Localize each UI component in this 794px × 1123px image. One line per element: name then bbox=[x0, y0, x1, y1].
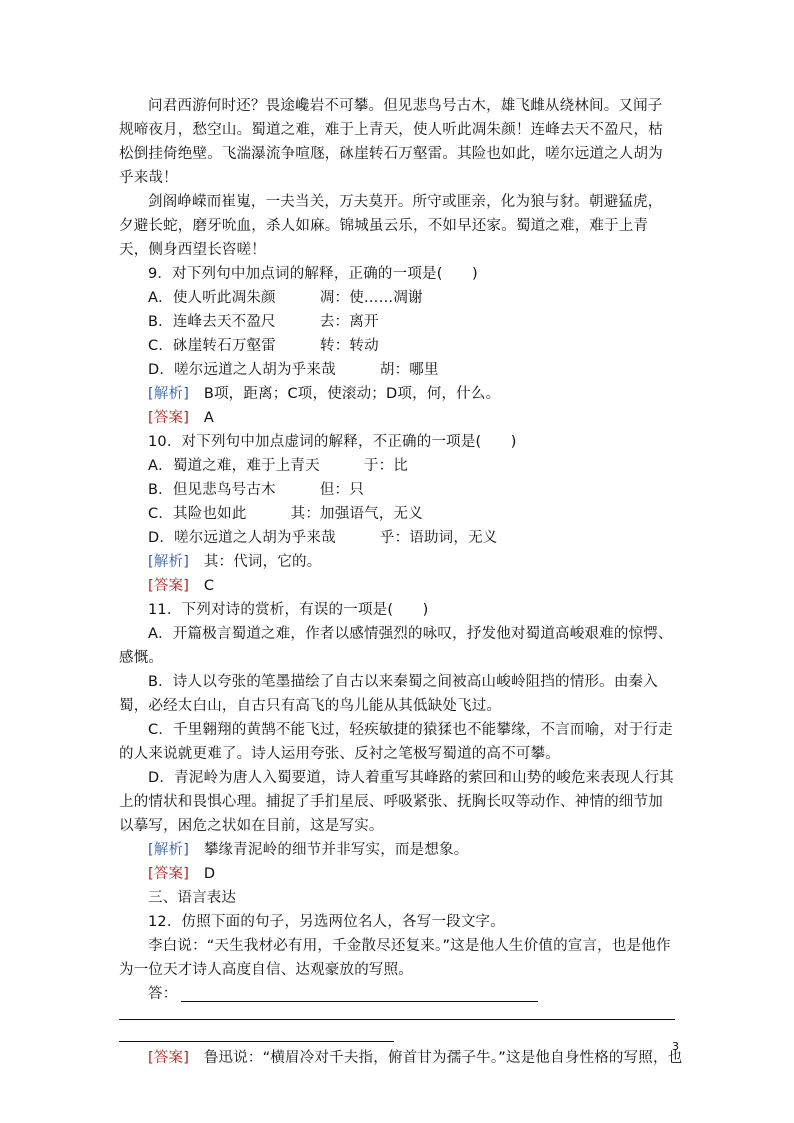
q12-answer-prompt: 答： bbox=[148, 986, 178, 1002]
q10-option-a: A．蜀道之难，难于上青天 于：比 bbox=[148, 458, 409, 474]
answer-tag: [答案] bbox=[148, 410, 190, 426]
q10-answer bbox=[119, 574, 675, 598]
q11-analysis-text: 攀缘青泥岭的细节并非写实，而是想象。 bbox=[203, 842, 469, 858]
analysis-tag: [解析] bbox=[148, 842, 190, 858]
q10-option-d: D．嗟尔远道之人胡为乎来哉 乎：语助词，无义 bbox=[148, 530, 498, 546]
q9-option-b: B．连峰去天不盈尺 去：离开 bbox=[148, 314, 379, 330]
answer-blank-line[interactable] bbox=[181, 987, 538, 1002]
q11-option-b: B．诗人以夸张的笔墨描绘了自古以来秦蜀之间被高山峻岭阻挡的情形。由秦入蜀，必经太白山，自古只有高飞的鸟儿能从其低缺处飞过。 bbox=[119, 674, 658, 714]
q9-answer bbox=[119, 406, 675, 430]
answer-tag: [答案] bbox=[148, 578, 190, 594]
answer-blank-line-short[interactable] bbox=[119, 1041, 394, 1042]
q10-analysis bbox=[119, 550, 675, 574]
q9-analysis bbox=[119, 382, 675, 406]
page-content bbox=[119, 94, 683, 1070]
q9-option-c: C．砯崖转石万壑雷 转：转动 bbox=[148, 338, 379, 354]
q10-stem: 10．对下列句中加点虚词的解释，不正确的一项是( ) bbox=[148, 434, 517, 450]
passage-paragraph-2: 剑阁峥嵘而崔嵬，一夫当关，万夫莫开。所守或匪亲，化为狼与豺。朝避猛虎，夕避长蛇，磨牙吮血，杀人如麻。锦城虽云乐，不如早还家。蜀道之难，难于上青天，侧身西望长咨嗟！ bbox=[119, 194, 663, 258]
q11-stem: 11．下列对诗的赏析，有误的一项是( ) bbox=[148, 602, 429, 618]
answer-blank-line-full[interactable] bbox=[119, 1019, 675, 1020]
q9-option-d: D．嗟尔远道之人胡为乎来哉 胡：哪里 bbox=[148, 362, 439, 378]
q10-option-b: B．但见悲鸟号古木 但：只 bbox=[148, 482, 364, 498]
q12-answer bbox=[119, 1046, 683, 1070]
q11-option-d: D．青泥岭为唐人入蜀要道，诗人着重写其峰路的萦回和山势的峻危来表现人行其上的情状和畏惧心理。捕捉了手扪星辰、呼吸紧张、抚胸长叹等动作、神情的细节加以摹写，困危之状如在目前，这是写实。 bbox=[119, 770, 674, 834]
answer-tag: [答案] bbox=[148, 866, 190, 882]
section-heading: 三、语言表达 bbox=[148, 890, 237, 906]
q12-answer-prompt-row bbox=[119, 982, 675, 1006]
q9-analysis-text: B项，距离；C项，使滚动；D项，何，什么。 bbox=[203, 386, 501, 402]
analysis-tag: [解析] bbox=[148, 554, 190, 570]
q12-answer-text: 鲁迅说：“横眉冷对千夫指，俯首甘为孺子牛。”这是他自身性格的写照，也 bbox=[203, 1050, 683, 1066]
q12-example: 李白说：“天生我材必有用，千金散尽还复来。”这是他人生价值的宣言，也是他作为一位天才诗人高度自信、达观豪放的写照。 bbox=[119, 938, 671, 978]
q9-option-a: A．使人听此凋朱颜 凋：使……凋谢 bbox=[148, 290, 423, 306]
q9-answer-text: A bbox=[203, 410, 214, 426]
q11-answer bbox=[119, 862, 675, 886]
q10-analysis-text: 其：代词，它的。 bbox=[203, 554, 322, 570]
q9-stem: 9．对下列句中加点词的解释，正确的一项是( ) bbox=[148, 266, 478, 282]
q10-answer-text: C bbox=[203, 578, 215, 594]
q11-analysis bbox=[119, 838, 675, 862]
q11-answer-text: D bbox=[203, 866, 216, 882]
q10-option-c: C．其险也如此 其：加强语气，无义 bbox=[148, 506, 423, 522]
passage-paragraph-1: 问君西游何时还？畏途巉岩不可攀。但见悲鸟号古木，雄飞雌从绕林间。又闻子规啼夜月，愁空山。蜀道之难，难于上青天，使人听此凋朱颜！连峰去天不盈尺，枯松倒挂倚绝壁。飞湍瀑流争喧豗，砯崖转石万壑雷。其险也如此，嗟尔远道之人胡为乎来哉！ bbox=[119, 98, 663, 186]
analysis-tag: [解析] bbox=[148, 386, 190, 402]
page-number: 3 bbox=[672, 1040, 679, 1053]
q11-option-a: A．开篇极言蜀道之难，作者以感情强烈的咏叹，抒发他对蜀道高峻艰难的惊愕、感慨。 bbox=[119, 626, 673, 666]
q11-option-c: C．千里翱翔的黄鹄不能飞过，轻疾敏捷的猿猱也不能攀缘，不言而喻，对于行走的人来说就更难了。诗人运用夸张、反衬之笔极写蜀道的高不可攀。 bbox=[119, 722, 673, 762]
answer-tag: [答案] bbox=[148, 1050, 190, 1066]
q12-stem: 12．仿照下面的句子，另选两位名人，各写一段文字。 bbox=[148, 914, 505, 930]
